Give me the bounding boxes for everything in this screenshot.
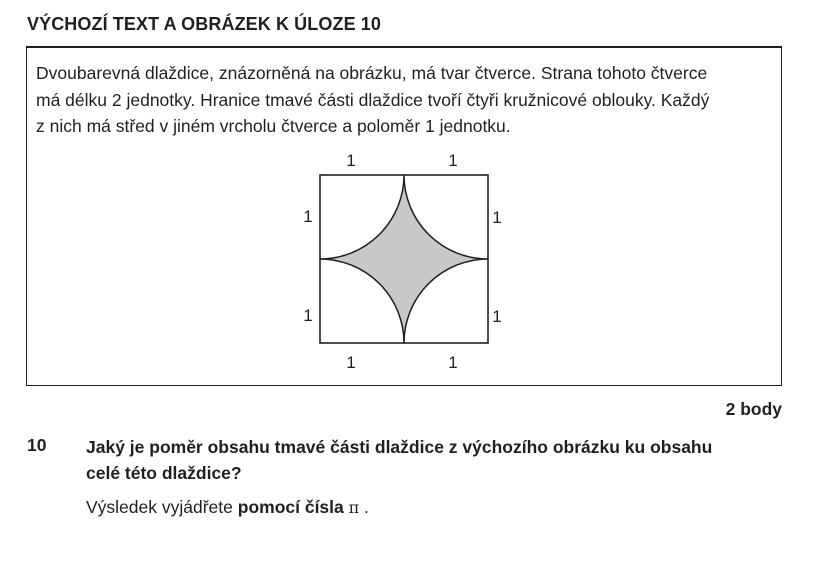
question-line: celé této dlaždice? [86,463,242,483]
instruction-suffix: . [364,497,369,517]
label-bottom-right: 1 [448,353,458,372]
question-line: Jaký je poměr obsahu tmavé části dlaždice z výchozího obrázku ku obsahu [86,437,713,457]
label-bottom-left: 1 [346,353,356,372]
label-right-upper: 1 [492,208,502,227]
label-top-right: 1 [448,151,458,170]
label-left-lower: 1 [303,306,313,325]
label-right-lower: 1 [492,307,502,326]
instruction-bold: pomocí čísla [237,497,344,517]
intro-line: má délku 2 jednotky. Hranice tmavé části dlaždice tvoří čtyři kružnicové oblouky. Každý [36,89,710,110]
label-top-left: 1 [346,151,356,170]
label-left-upper: 1 [303,207,313,226]
points-label: 2 body [725,399,782,419]
tile-figure [290,145,520,380]
section-heading: VÝCHOZÍ TEXT A OBRÁZEK K ÚLOZE 10 [27,14,381,34]
instruction-prefix: Výsledek vyjádřete [86,497,238,517]
question-text [86,434,776,486]
intro-text [36,60,766,140]
pi-symbol: π [348,498,360,517]
dark-region [320,175,488,343]
answer-instruction [86,497,369,518]
intro-line: z nich má střed v jiném vrcholu čtverce a poloměr 1 jednotku. [36,116,511,136]
question-number: 10 [27,435,47,455]
intro-line: Dvoubarevná dlaždice, znázorněná na obrázku, má tvar čtverce. Strana tohoto čtverce [36,63,708,83]
